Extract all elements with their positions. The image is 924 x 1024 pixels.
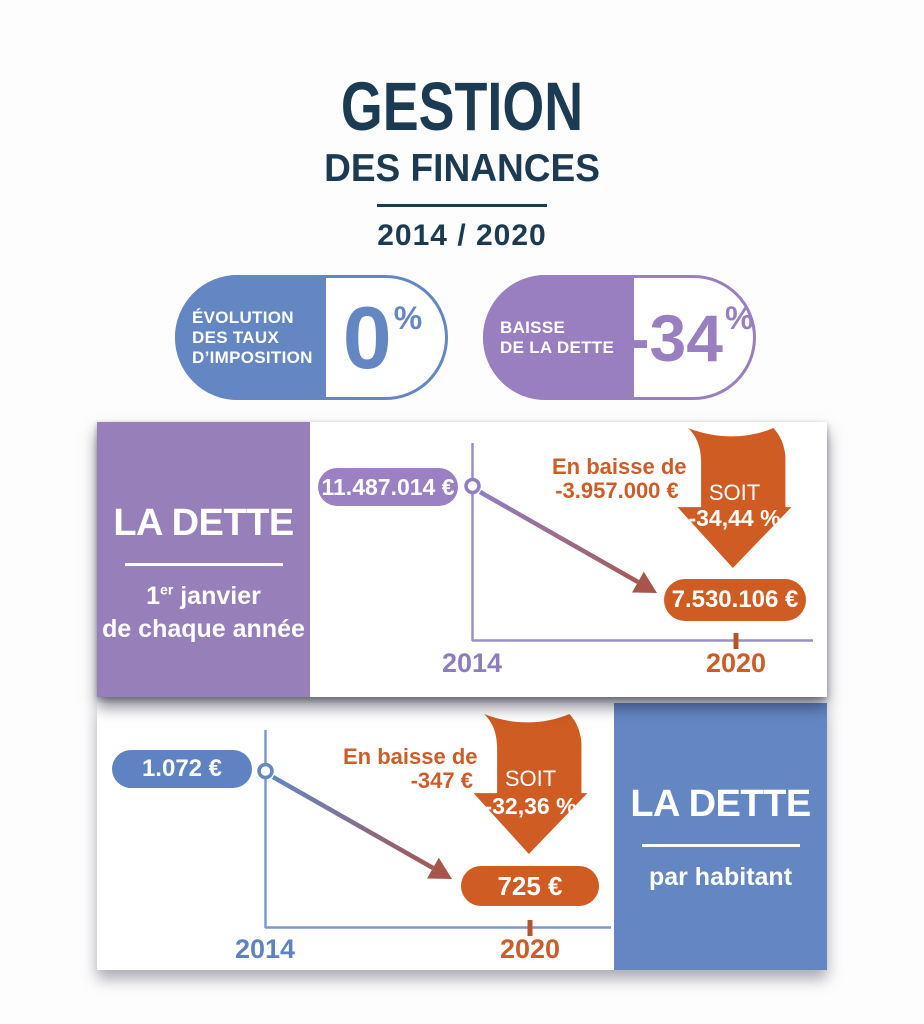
sidebar-divider xyxy=(125,563,283,566)
trend-decline-line xyxy=(480,492,638,582)
start-point-marker xyxy=(259,765,272,778)
per-capita-2020-value-badge: 725 € xyxy=(461,866,599,906)
sidebar-divider xyxy=(642,844,800,847)
title-divider xyxy=(377,204,547,207)
per-capita-2014-value-badge: 1.072 € xyxy=(112,750,252,788)
debt-2020-value-badge: 7.530.106 € xyxy=(664,579,806,621)
period-label: 2014 / 2020 xyxy=(377,219,547,252)
kpi-tax-value: 0 % xyxy=(342,287,423,387)
kpi-tax-label xyxy=(175,275,326,400)
start-point-marker xyxy=(466,480,479,493)
kpi-tax-line1: ÉVOLUTION xyxy=(192,307,294,327)
kpi-tax-line2: DES TAUX xyxy=(192,327,280,347)
kpi-debt-line1: BAISSE xyxy=(500,317,566,337)
debt-2014-value-badge: 11.487.014 € xyxy=(318,468,458,506)
panel-total-debt xyxy=(97,422,827,697)
kpi-tax-evolution-pill xyxy=(175,275,448,400)
header xyxy=(0,68,924,253)
decline-percent-label: -34,44 % xyxy=(688,505,781,531)
trend-arrowhead-icon xyxy=(632,572,657,593)
sidebar-title: LA DETTE xyxy=(113,502,294,544)
x-tick-label-2014: 2014 xyxy=(441,648,503,678)
kpi-debt-decrease-pill xyxy=(483,275,756,400)
trend-arrowhead-icon xyxy=(427,858,452,879)
sidebar-title: LA DETTE xyxy=(630,783,811,825)
decline-percent-label: -32,36 % xyxy=(484,793,577,819)
debt-decline-text: En baisse de -3.957.000 € xyxy=(552,454,687,503)
sidebar-subtitle: par habitant xyxy=(648,863,793,891)
panel-total-debt-sidebar xyxy=(97,422,310,697)
x-tick-label-2020: 2020 xyxy=(499,934,561,964)
page-subtitle: DES FINANCES xyxy=(324,147,600,190)
panel-per-capita-sidebar xyxy=(614,703,827,970)
kpi-debt-line2: DE LA DETTE xyxy=(500,337,615,357)
panel-debt-per-capita xyxy=(97,703,827,970)
kpi-tax-line3: D’IMPOSITION xyxy=(192,347,313,367)
kpi-debt-label xyxy=(483,275,634,400)
soit-label: SOIT xyxy=(504,766,557,791)
soit-label: SOIT xyxy=(708,480,761,505)
page-title: GESTION xyxy=(340,68,584,145)
per-capita-decline-text: En baisse de -347 € xyxy=(343,744,478,793)
x-tick-label-2020: 2020 xyxy=(705,648,767,678)
sidebar-subtitle: 1er janvier de chaque année xyxy=(102,581,305,643)
kpi-debt-value: -34 % xyxy=(627,299,754,375)
x-tick-label-2014: 2014 xyxy=(234,934,296,964)
